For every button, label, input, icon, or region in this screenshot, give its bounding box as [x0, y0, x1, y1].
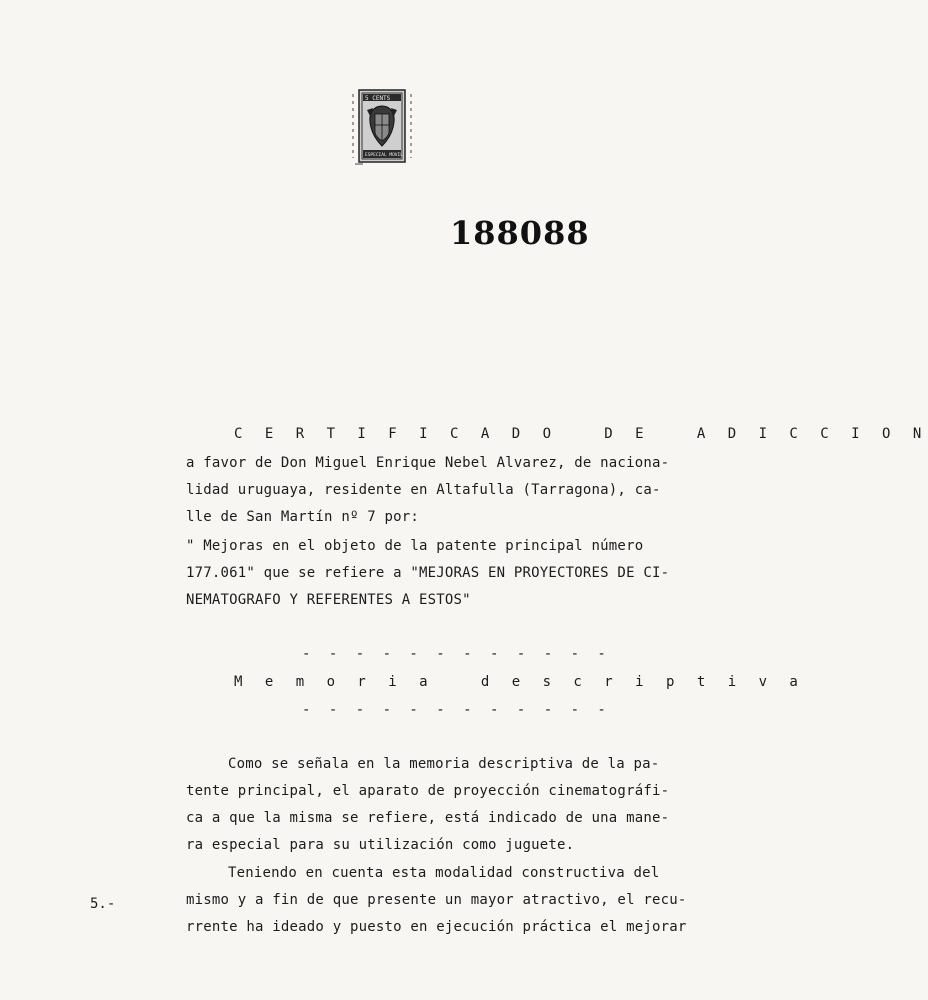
section-divider-top: - - - - - - - - - - - -: [302, 646, 611, 662]
certificate-title: C E R T I F I C A D O D E A D I C C I O N: [234, 426, 928, 442]
heading-line: NEMATOGRAFO Y REFERENTES A ESTOS": [186, 592, 471, 608]
body-line: ra especial para su utilización como juguete.: [186, 837, 575, 853]
body-line: rrente ha ideado y puesto en ejecución práctica el mejorar: [186, 919, 687, 935]
document-number: 188088: [450, 214, 590, 252]
coat-of-arms-icon: [349, 88, 415, 166]
heading-line: " Mejoras en el objeto de la patente principal número: [186, 538, 644, 554]
heading-line: lidad uruguaya, residente en Altafulla (Tarragona), ca-: [186, 482, 661, 498]
revenue-stamp: [349, 88, 415, 166]
heading-line: a favor de Don Miguel Enrique Nebel Alvarez, de naciona-: [186, 455, 670, 471]
body-line: tente principal, el aparato de proyección cinematográfi-: [186, 783, 670, 799]
page-number: 5.-: [90, 896, 116, 912]
body-line: Teniendo en cuenta esta modalidad constructiva del: [228, 865, 660, 881]
section-title: M e m o r i a d e s c r i p t i v a: [234, 674, 805, 690]
heading-line: lle de San Martín nº 7 por:: [186, 509, 419, 525]
svg-text:ESPECIAL MOVIL: ESPECIAL MOVIL: [365, 153, 403, 158]
body-line: mismo y a fin de que presente un mayor atractivo, el recu-: [186, 892, 687, 908]
body-line: ca a que la misma se refiere, está indicado de una mane-: [186, 810, 670, 826]
svg-text:5 CENTS: 5 CENTS: [365, 95, 391, 102]
section-divider-bottom: - - - - - - - - - - - -: [302, 702, 611, 718]
body-line: Como se señala en la memoria descriptiva de la pa-: [228, 756, 660, 772]
heading-line: 177.061" que se refiere a "MEJORAS EN PROYECTORES DE CI-: [186, 565, 670, 581]
